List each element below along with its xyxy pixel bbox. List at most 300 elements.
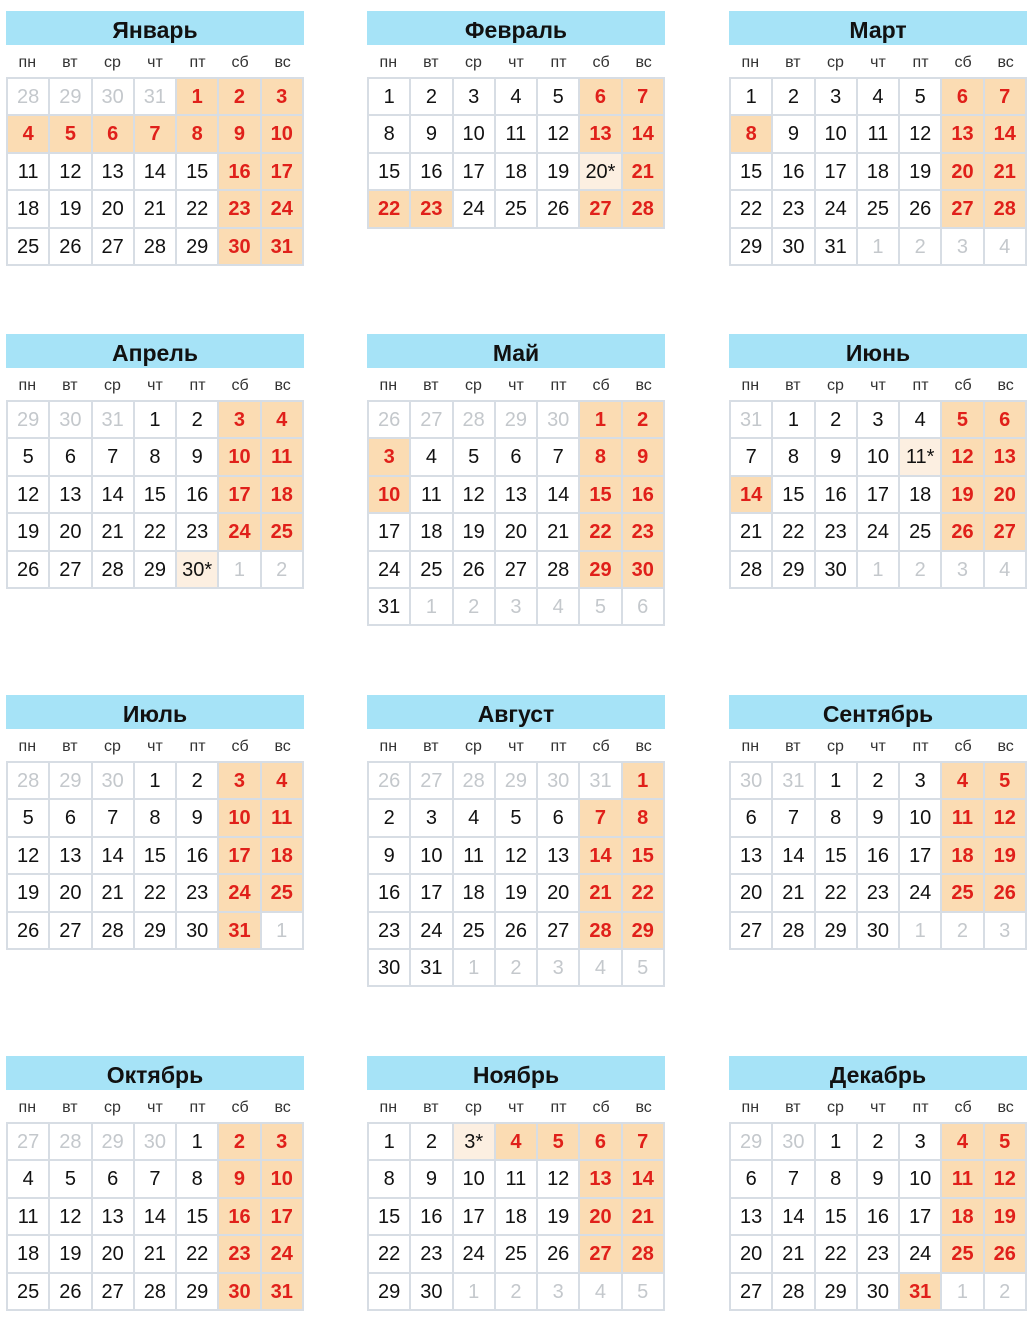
weekday-header [6, 1094, 304, 1122]
day-cell: 30 [177, 913, 219, 950]
weekday-label: пн [741, 377, 760, 394]
day-cell-adjacent-month: 27 [411, 402, 453, 439]
day-cell: 17 [369, 514, 411, 551]
day-cell: 3 [816, 79, 858, 116]
week-row [8, 439, 304, 476]
day-cell: 15 [177, 154, 219, 191]
weekday-label: чт [147, 1099, 163, 1116]
week-row [731, 875, 1027, 912]
day-cell-holiday: 10 [262, 116, 304, 153]
day-cell: 15 [731, 154, 773, 191]
day-cell-holiday: 4 [496, 1124, 538, 1161]
weekday-label: чт [147, 377, 163, 394]
weekday-label: чт [870, 1099, 886, 1116]
day-cell: 9 [858, 1161, 900, 1198]
day-cell-holiday: 17 [219, 838, 261, 875]
day-cell: 27 [50, 913, 92, 950]
day-cell-adjacent-month: 31 [731, 402, 773, 439]
day-cell: 12 [454, 477, 496, 514]
week-row [8, 1274, 304, 1311]
day-cell-holiday: 25 [942, 1236, 984, 1273]
day-cell: 21 [773, 875, 815, 912]
day-cell-holiday: 27 [580, 191, 622, 228]
day-cell-adjacent-month: 28 [454, 402, 496, 439]
day-cell: 11 [454, 838, 496, 875]
day-cell-holiday: 13 [580, 116, 622, 153]
day-cell: 29 [816, 1274, 858, 1311]
day-cell: 12 [496, 838, 538, 875]
day-cell-adjacent-month: 29 [93, 1124, 135, 1161]
day-cell-holiday: 2 [219, 79, 261, 116]
day-cell: 23 [816, 514, 858, 551]
day-cell: 12 [538, 116, 580, 153]
day-cell: 18 [8, 191, 50, 228]
weekday-label: сб [954, 54, 972, 71]
day-cell: 5 [900, 79, 942, 116]
day-cell-holiday: 3 [262, 1124, 304, 1161]
day-cell: 27 [496, 552, 538, 589]
day-cell-adjacent-month: 4 [580, 1274, 622, 1311]
week-row [8, 514, 304, 551]
day-cell-holiday: 7 [580, 800, 622, 837]
weekday-label: ср [826, 377, 844, 394]
day-cell: 8 [135, 800, 177, 837]
day-cell: 28 [135, 229, 177, 266]
day-cell: 29 [135, 552, 177, 589]
weekday-label: сб [231, 1099, 249, 1116]
month-title: Август [367, 695, 665, 729]
day-cell-holiday: 5 [538, 1124, 580, 1161]
day-cell: 28 [538, 552, 580, 589]
weekday-label: пн [741, 54, 760, 71]
day-cell: 3 [411, 800, 453, 837]
day-cell: 26 [8, 913, 50, 950]
day-cell: 22 [369, 1236, 411, 1273]
day-cell-holiday: 4 [942, 763, 984, 800]
month-title: Март [729, 11, 1027, 45]
week-row [369, 763, 665, 800]
day-cell: 1 [369, 79, 411, 116]
day-cell: 19 [50, 1236, 92, 1273]
week-row [731, 552, 1027, 589]
month-calendar [6, 695, 304, 950]
day-cell: 18 [858, 154, 900, 191]
day-cell-holiday: 24 [262, 1236, 304, 1273]
day-cell-adjacent-month: 26 [369, 402, 411, 439]
day-cell-holiday: 29 [580, 552, 622, 589]
day-cell: 27 [93, 229, 135, 266]
day-cell: 20 [496, 514, 538, 551]
day-cell-holiday: 6 [580, 1124, 622, 1161]
day-cell: 8 [135, 439, 177, 476]
day-cell-holiday: 16 [219, 1199, 261, 1236]
day-cell: 13 [731, 838, 773, 875]
day-cell-adjacent-month: 2 [262, 552, 304, 589]
month-title: Май [367, 334, 665, 368]
day-cell: 2 [858, 1124, 900, 1161]
day-cell-holiday: 4 [942, 1124, 984, 1161]
day-cell-adjacent-month: 30 [773, 1124, 815, 1161]
weekday-label: сб [231, 738, 249, 755]
day-cell: 25 [454, 913, 496, 950]
day-cell: 10 [454, 1161, 496, 1198]
day-cell: 1 [816, 1124, 858, 1161]
day-cell-holiday: 31 [262, 1274, 304, 1311]
day-cell: 27 [731, 913, 773, 950]
day-cell: 21 [93, 875, 135, 912]
week-row [369, 79, 665, 116]
day-cell-holiday: 17 [219, 477, 261, 514]
weekday-label: пт [912, 738, 929, 755]
day-cell: 17 [858, 477, 900, 514]
week-row [369, 1199, 665, 1236]
day-cell-adjacent-month: 4 [538, 589, 580, 626]
weekday-label: вт [62, 738, 78, 755]
weekday-label: пт [912, 54, 929, 71]
day-cell-holiday: 6 [985, 402, 1027, 439]
day-cell: 6 [731, 1161, 773, 1198]
day-cell: 31 [816, 229, 858, 266]
month-title: Июль [6, 695, 304, 729]
day-cell: 16 [773, 154, 815, 191]
day-cell: 13 [50, 838, 92, 875]
weekday-label: вс [274, 377, 291, 394]
day-cell-holiday: 19 [985, 1199, 1027, 1236]
day-cell-adjacent-month: 31 [93, 402, 135, 439]
day-cell: 22 [135, 514, 177, 551]
day-cell: 19 [538, 1199, 580, 1236]
day-cell: 22 [135, 875, 177, 912]
week-row [731, 1124, 1027, 1161]
day-cell: 15 [773, 477, 815, 514]
day-cell-adjacent-month: 1 [411, 589, 453, 626]
day-cell-holiday: 24 [262, 191, 304, 228]
weekday-label: ср [464, 738, 482, 755]
day-cell-adjacent-month: 29 [8, 402, 50, 439]
day-cell: 25 [858, 191, 900, 228]
week-row [731, 1161, 1027, 1198]
day-cell-adjacent-month: 28 [8, 79, 50, 116]
day-cell-adjacent-month: 4 [985, 229, 1027, 266]
day-cell: 29 [177, 1274, 219, 1311]
month-calendar [367, 334, 665, 626]
day-cell: 22 [731, 191, 773, 228]
day-cell: 6 [50, 439, 92, 476]
day-cell: 26 [496, 913, 538, 950]
day-cell-holiday: 14 [731, 477, 773, 514]
day-cell: 23 [177, 875, 219, 912]
month-title: Октябрь [6, 1056, 304, 1090]
weekday-label: пт [550, 738, 567, 755]
day-cell-adjacent-month: 3 [942, 229, 984, 266]
weekday-label: вт [62, 1099, 78, 1116]
week-row [731, 79, 1027, 116]
day-cell-holiday: 12 [985, 800, 1027, 837]
weekday-header [729, 49, 1027, 77]
day-cell: 16 [411, 154, 453, 191]
day-cell-adjacent-month: 2 [454, 589, 496, 626]
day-cell: 27 [93, 1274, 135, 1311]
day-cell: 2 [858, 763, 900, 800]
day-cell-adjacent-month: 2 [496, 1274, 538, 1311]
day-cell: 6 [93, 1161, 135, 1198]
day-cell: 4 [8, 1161, 50, 1198]
day-cell-adjacent-month: 27 [411, 763, 453, 800]
day-cell: 16 [177, 477, 219, 514]
day-cell-adjacent-month: 3 [496, 589, 538, 626]
day-cell-adjacent-month: 26 [369, 763, 411, 800]
day-cell-holiday: 31 [262, 229, 304, 266]
day-cell: 9 [177, 800, 219, 837]
month-calendar [6, 1056, 304, 1311]
day-cell: 4 [496, 79, 538, 116]
day-cell-short: 3* [454, 1124, 496, 1161]
weekday-label: ср [464, 1099, 482, 1116]
week-row [369, 1274, 665, 1311]
day-cell: 2 [177, 763, 219, 800]
day-cell: 7 [93, 800, 135, 837]
day-cell-adjacent-month: 30 [50, 402, 92, 439]
day-cell: 11 [496, 1161, 538, 1198]
day-cell: 19 [454, 514, 496, 551]
day-cell: 10 [900, 1161, 942, 1198]
day-cell-adjacent-month: 3 [985, 913, 1027, 950]
weekday-label: вс [997, 54, 1014, 71]
day-cell: 19 [8, 514, 50, 551]
day-cell-holiday: 6 [93, 116, 135, 153]
day-cell: 27 [50, 552, 92, 589]
day-cell-adjacent-month: 30 [93, 763, 135, 800]
day-cell-adjacent-month: 28 [50, 1124, 92, 1161]
day-cell: 9 [177, 439, 219, 476]
weekday-label: пт [912, 377, 929, 394]
day-cell-adjacent-month: 27 [8, 1124, 50, 1161]
day-cell: 26 [454, 552, 496, 589]
day-cell-holiday: 11 [942, 800, 984, 837]
day-cell: 7 [135, 1161, 177, 1198]
month-calendar [729, 334, 1027, 589]
month-calendar [367, 11, 665, 229]
week-row [8, 875, 304, 912]
day-cell-adjacent-month: 1 [858, 229, 900, 266]
week-row [8, 229, 304, 266]
weekday-label: чт [870, 377, 886, 394]
day-cell-holiday: 20 [985, 477, 1027, 514]
day-cell: 7 [773, 800, 815, 837]
weekday-label: пн [741, 738, 760, 755]
weekday-label: пт [189, 377, 206, 394]
day-cell: 26 [8, 552, 50, 589]
day-cell-holiday: 9 [623, 439, 665, 476]
day-cell-adjacent-month: 30 [135, 1124, 177, 1161]
day-cell-holiday: 21 [623, 154, 665, 191]
day-cell: 15 [135, 477, 177, 514]
weekday-label: ср [103, 54, 121, 71]
day-cell-holiday: 25 [262, 514, 304, 551]
day-cell-adjacent-month: 1 [454, 1274, 496, 1311]
day-cell: 7 [93, 439, 135, 476]
day-cell: 18 [496, 154, 538, 191]
day-cell: 12 [50, 1199, 92, 1236]
day-cell-adjacent-month: 30 [538, 763, 580, 800]
day-cell-holiday: 27 [580, 1236, 622, 1273]
day-cell: 9 [816, 439, 858, 476]
weekday-header [6, 733, 304, 761]
day-cell: 27 [538, 913, 580, 950]
weekday-label: пн [18, 1099, 37, 1116]
day-cell: 28 [773, 1274, 815, 1311]
day-cell: 16 [369, 875, 411, 912]
day-cell: 17 [900, 1199, 942, 1236]
weekday-label: вс [635, 377, 652, 394]
day-cell: 1 [369, 1124, 411, 1161]
weekday-header [729, 733, 1027, 761]
weekday-label: вс [635, 738, 652, 755]
weekday-label: вс [635, 1099, 652, 1116]
day-cell: 2 [369, 800, 411, 837]
day-cell: 15 [816, 1199, 858, 1236]
week-row [369, 800, 665, 837]
day-cell: 14 [538, 477, 580, 514]
day-cell-holiday: 7 [985, 79, 1027, 116]
day-cell: 1 [816, 763, 858, 800]
weekday-label: сб [592, 738, 610, 755]
day-cell: 29 [731, 229, 773, 266]
day-cell: 2 [177, 402, 219, 439]
week-row [8, 913, 304, 950]
day-cell: 29 [135, 913, 177, 950]
day-cell: 14 [135, 1199, 177, 1236]
day-cell: 10 [816, 116, 858, 153]
month-calendar [6, 334, 304, 589]
weekday-label: сб [954, 1099, 972, 1116]
day-cell-holiday: 19 [985, 838, 1027, 875]
days-grid [367, 77, 665, 229]
day-cell: 5 [8, 800, 50, 837]
day-cell-holiday: 1 [580, 402, 622, 439]
week-row [369, 1161, 665, 1198]
day-cell: 6 [496, 439, 538, 476]
weekday-label: чт [147, 738, 163, 755]
day-cell: 15 [177, 1199, 219, 1236]
day-cell: 18 [900, 477, 942, 514]
day-cell-holiday: 23 [219, 191, 261, 228]
day-cell-holiday: 20 [580, 1199, 622, 1236]
day-cell-holiday: 7 [623, 1124, 665, 1161]
day-cell: 5 [50, 1161, 92, 1198]
day-cell: 26 [538, 1236, 580, 1273]
day-cell-holiday: 11 [942, 1161, 984, 1198]
week-row [8, 1124, 304, 1161]
week-row [369, 514, 665, 551]
day-cell: 13 [93, 154, 135, 191]
weekday-label: чт [508, 54, 524, 71]
weekday-header [367, 1094, 665, 1122]
day-cell-holiday: 5 [985, 1124, 1027, 1161]
weekday-header [6, 49, 304, 77]
day-cell: 14 [93, 838, 135, 875]
day-cell-adjacent-month: 3 [942, 552, 984, 589]
day-cell-holiday: 3 [369, 439, 411, 476]
day-cell-adjacent-month: 2 [985, 1274, 1027, 1311]
day-cell-holiday: 22 [623, 875, 665, 912]
day-cell: 24 [858, 514, 900, 551]
weekday-label: пн [18, 738, 37, 755]
day-cell-adjacent-month: 6 [623, 589, 665, 626]
weekday-label: сб [231, 54, 249, 71]
day-cell: 31 [369, 589, 411, 626]
day-cell-adjacent-month: 31 [580, 763, 622, 800]
month-title: Февраль [367, 11, 665, 45]
day-cell-holiday: 25 [262, 875, 304, 912]
weekday-label: вт [785, 1099, 801, 1116]
day-cell-adjacent-month: 1 [900, 913, 942, 950]
day-cell-adjacent-month: 4 [580, 950, 622, 987]
weekday-label: вт [62, 54, 78, 71]
weekday-label: пт [912, 1099, 929, 1116]
weekday-label: ср [826, 738, 844, 755]
day-cell-holiday: 24 [219, 875, 261, 912]
day-cell: 17 [411, 875, 453, 912]
week-row [731, 800, 1027, 837]
day-cell-holiday: 27 [985, 514, 1027, 551]
weekday-label: пт [550, 54, 567, 71]
day-cell: 20 [93, 1236, 135, 1273]
day-cell-holiday: 30 [623, 552, 665, 589]
day-cell-holiday: 3 [219, 763, 261, 800]
day-cell-adjacent-month: 1 [942, 1274, 984, 1311]
day-cell-holiday: 28 [623, 1236, 665, 1273]
day-cell: 30 [816, 552, 858, 589]
day-cell-holiday: 9 [219, 1161, 261, 1198]
day-cell-adjacent-month: 1 [262, 913, 304, 950]
day-cell: 21 [538, 514, 580, 551]
month-title: Ноябрь [367, 1056, 665, 1090]
day-cell: 29 [369, 1274, 411, 1311]
day-cell: 16 [858, 1199, 900, 1236]
day-cell-adjacent-month: 29 [50, 763, 92, 800]
day-cell-holiday: 6 [942, 79, 984, 116]
day-cell-holiday: 6 [580, 79, 622, 116]
day-cell-adjacent-month: 5 [623, 950, 665, 987]
week-row [8, 116, 304, 153]
week-row [8, 191, 304, 228]
week-row [369, 589, 665, 626]
day-cell: 19 [900, 154, 942, 191]
weekday-label: вс [997, 738, 1014, 755]
day-cell-adjacent-month: 3 [538, 1274, 580, 1311]
day-cell: 8 [816, 800, 858, 837]
weekday-label: сб [592, 377, 610, 394]
day-cell: 15 [369, 154, 411, 191]
day-cell: 21 [93, 514, 135, 551]
week-row [731, 154, 1027, 191]
day-cell: 5 [496, 800, 538, 837]
week-row [369, 116, 665, 153]
weekday-label: вт [785, 54, 801, 71]
day-cell: 17 [816, 154, 858, 191]
month-title: Декабрь [729, 1056, 1027, 1090]
weekday-label: пт [189, 1099, 206, 1116]
day-cell: 20 [731, 1236, 773, 1273]
day-cell-adjacent-month: 29 [496, 763, 538, 800]
week-row [369, 477, 665, 514]
days-grid [729, 761, 1027, 950]
week-row [369, 402, 665, 439]
weekday-label: вт [423, 738, 439, 755]
day-cell: 21 [135, 191, 177, 228]
day-cell-holiday: 28 [580, 913, 622, 950]
